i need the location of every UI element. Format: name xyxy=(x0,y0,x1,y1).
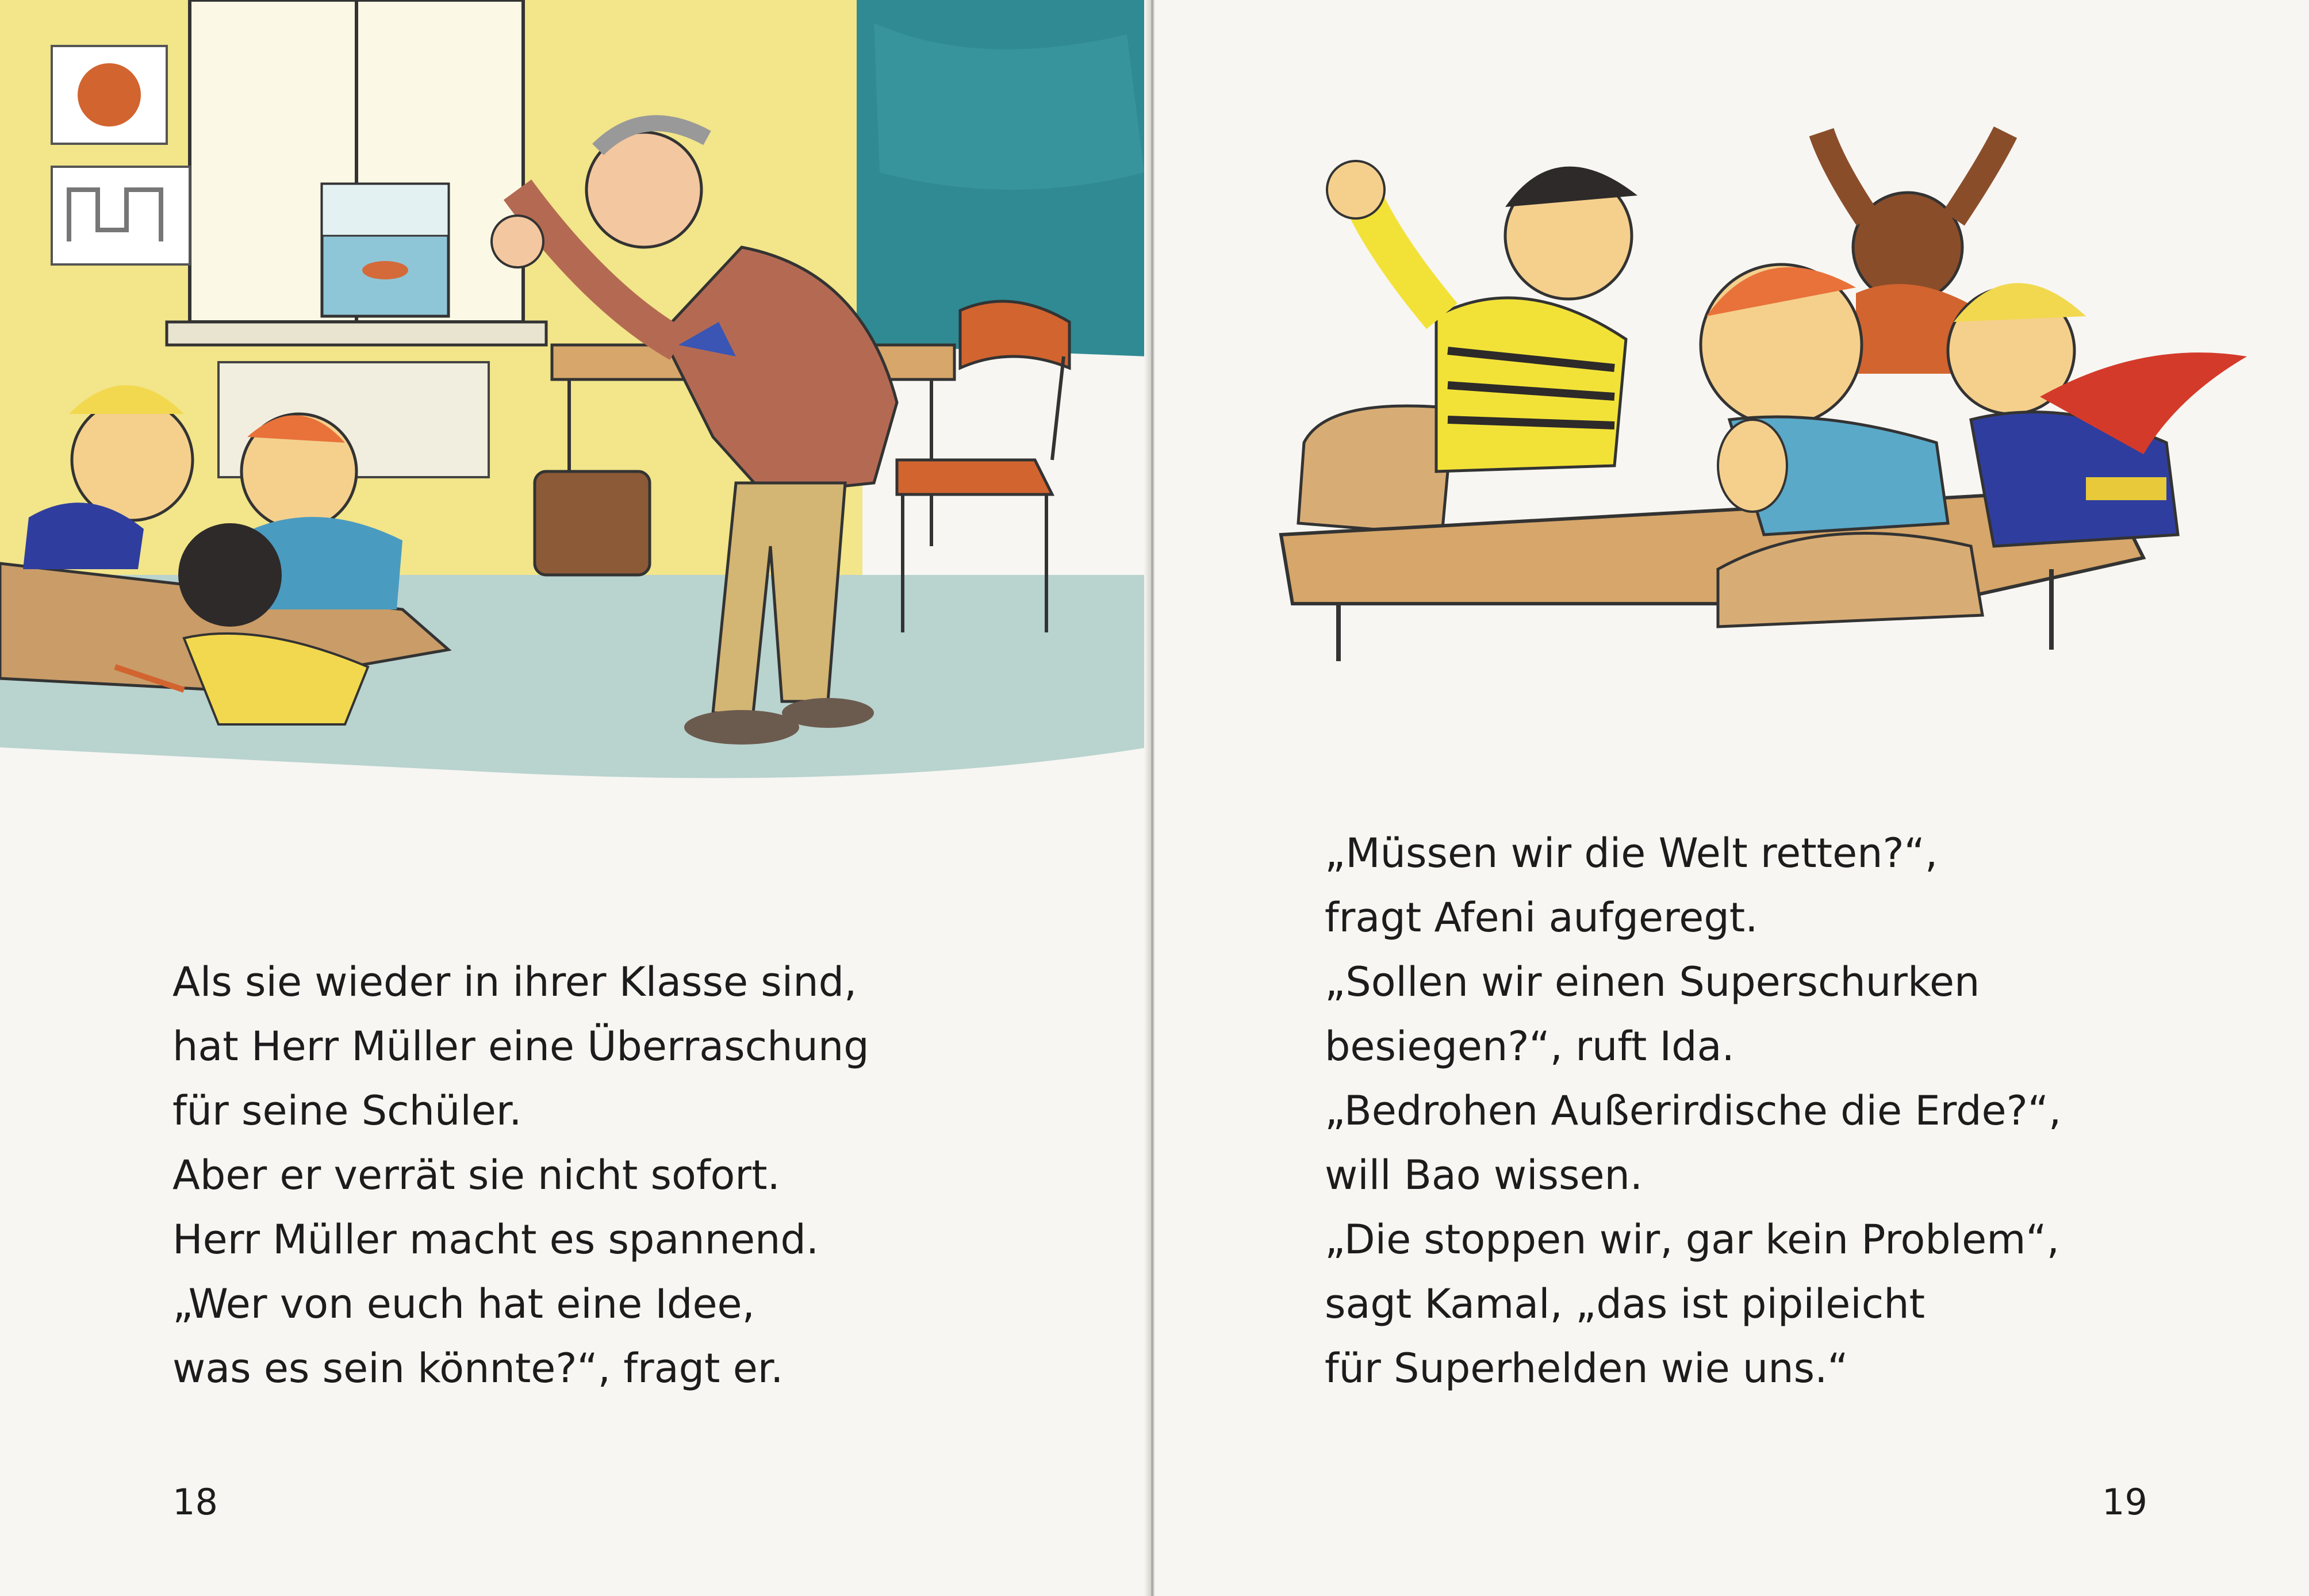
left-page-text xyxy=(172,950,869,1401)
text-line: „Die stoppen wir, gar kein Problem“, xyxy=(1325,1216,2059,1263)
text-line: Als sie wieder in ihrer Klasse sind, xyxy=(172,958,857,1006)
text-line: „Müssen wir die Welt retten?“, xyxy=(1325,830,1938,877)
text-line: besiegen?“, ruft Ida. xyxy=(1325,1023,1735,1070)
excited-children-illustration xyxy=(1246,98,2281,673)
right-page xyxy=(1154,0,2309,1596)
text-line: will Bao wissen. xyxy=(1325,1152,1643,1199)
text-line: fragt Afeni aufgeregt. xyxy=(1325,894,1758,941)
right-page-text xyxy=(1325,821,2061,1401)
classroom-teacher-illustration xyxy=(0,0,1148,793)
text-line: sagt Kamal, „das ist pipileicht xyxy=(1325,1280,1926,1328)
text-line: Aber er verrät sie nicht sofort. xyxy=(172,1152,780,1199)
text-line: „Wer von euch hat eine Idee, xyxy=(172,1280,755,1328)
text-line: „Sollen wir einen Superschurken xyxy=(1325,958,1980,1006)
text-line: was es sein könnte?“, fragt er. xyxy=(172,1345,784,1392)
text-line: für Superhelden wie uns.“ xyxy=(1325,1345,1848,1392)
text-line: für seine Schüler. xyxy=(172,1087,522,1134)
page-number-right: 19 xyxy=(2102,1481,2147,1523)
classroom-scene-svg xyxy=(0,0,1148,793)
page-number-left: 18 xyxy=(172,1481,218,1523)
text-line: hat Herr Müller eine Überraschung xyxy=(172,1023,869,1070)
left-page xyxy=(0,0,1148,1596)
children-scene-svg xyxy=(1246,98,2281,673)
text-line: Herr Müller macht es spannend. xyxy=(172,1216,819,1263)
text-line: „Bedrohen Außerirdische die Erde?“, xyxy=(1325,1087,2062,1134)
